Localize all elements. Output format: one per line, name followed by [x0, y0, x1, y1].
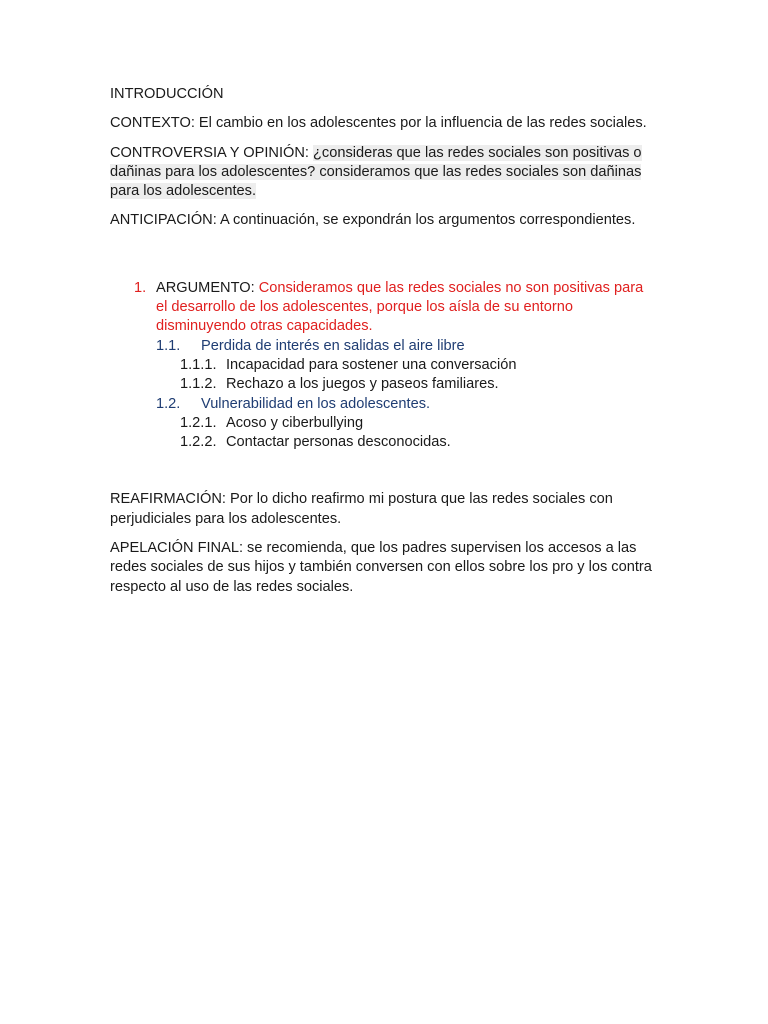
- intro-heading: INTRODUCCIÓN: [110, 86, 224, 102]
- detail-number: 1.2.1.: [180, 414, 217, 431]
- argument-label: ARGUMENTO:: [156, 279, 259, 296]
- controversia-highlighted-text: ¿consideras que las redes sociales son positivas o dañinas para los adolescentes? consideramos que las redes sociales son dañinas para los adolescentes.: [110, 144, 642, 200]
- controversia-paragraph: [110, 144, 655, 202]
- detail-text: Incapacidad para sostener una conversación: [226, 356, 517, 373]
- detail-number: 1.1.1.: [180, 356, 217, 373]
- detail-item: [110, 356, 655, 375]
- subpoint-number: 1.2.: [156, 395, 181, 412]
- apelacion-paragraph: APELACIÓN FINAL: se recomienda, que los padres supervisen los accesos a las redes sociales de sus hijos y también conversen con ellos sobre los pro y los contra respecto al uso de las redes sociales.: [110, 540, 652, 595]
- controversia-label: CONTROVERSIA Y OPINIÓN:: [110, 144, 314, 161]
- detail-number: 1.2.2.: [180, 434, 217, 451]
- argument-text: Consideramos que las redes sociales no son positivas para el desarrollo de los adolescentes, porque los aísla de su entorno disminuyendo otras capacidades.: [156, 279, 644, 335]
- reafirmacion-paragraph: REAFIRMACIÓN: Por lo dicho reafirmo mi postura que las redes sociales con perjudiciales para los adolescentes.: [110, 491, 613, 527]
- subpoint-number: 1.1.: [156, 337, 181, 354]
- contexto-paragraph: CONTEXTO: El cambio en los adolescentes por la influencia de las redes sociales.: [110, 115, 647, 132]
- argument-item: [110, 279, 655, 337]
- detail-item: [110, 414, 655, 433]
- document-page: [110, 85, 655, 607]
- detail-text: Acoso y ciberbullying: [226, 414, 364, 431]
- detail-item: [110, 433, 655, 452]
- subpoint-text: Vulnerabilidad en los adolescentes.: [201, 395, 431, 412]
- subpoint-text: Perdida de interés en salidas el aire libre: [201, 337, 465, 354]
- detail-text: Rechazo a los juegos y paseos familiares.: [226, 376, 499, 393]
- anticipacion-paragraph: ANTICIPACIÓN: A continuación, se expondrán los argumentos correspondientes.: [110, 212, 636, 229]
- detail-text: Contactar personas desconocidas.: [226, 434, 451, 451]
- subpoint-item: [110, 395, 655, 414]
- detail-number: 1.1.2.: [180, 376, 217, 393]
- argument-list: [110, 279, 655, 453]
- argument-number: 1.: [134, 279, 147, 296]
- detail-item: [110, 375, 655, 394]
- subpoint-item: [110, 337, 655, 356]
